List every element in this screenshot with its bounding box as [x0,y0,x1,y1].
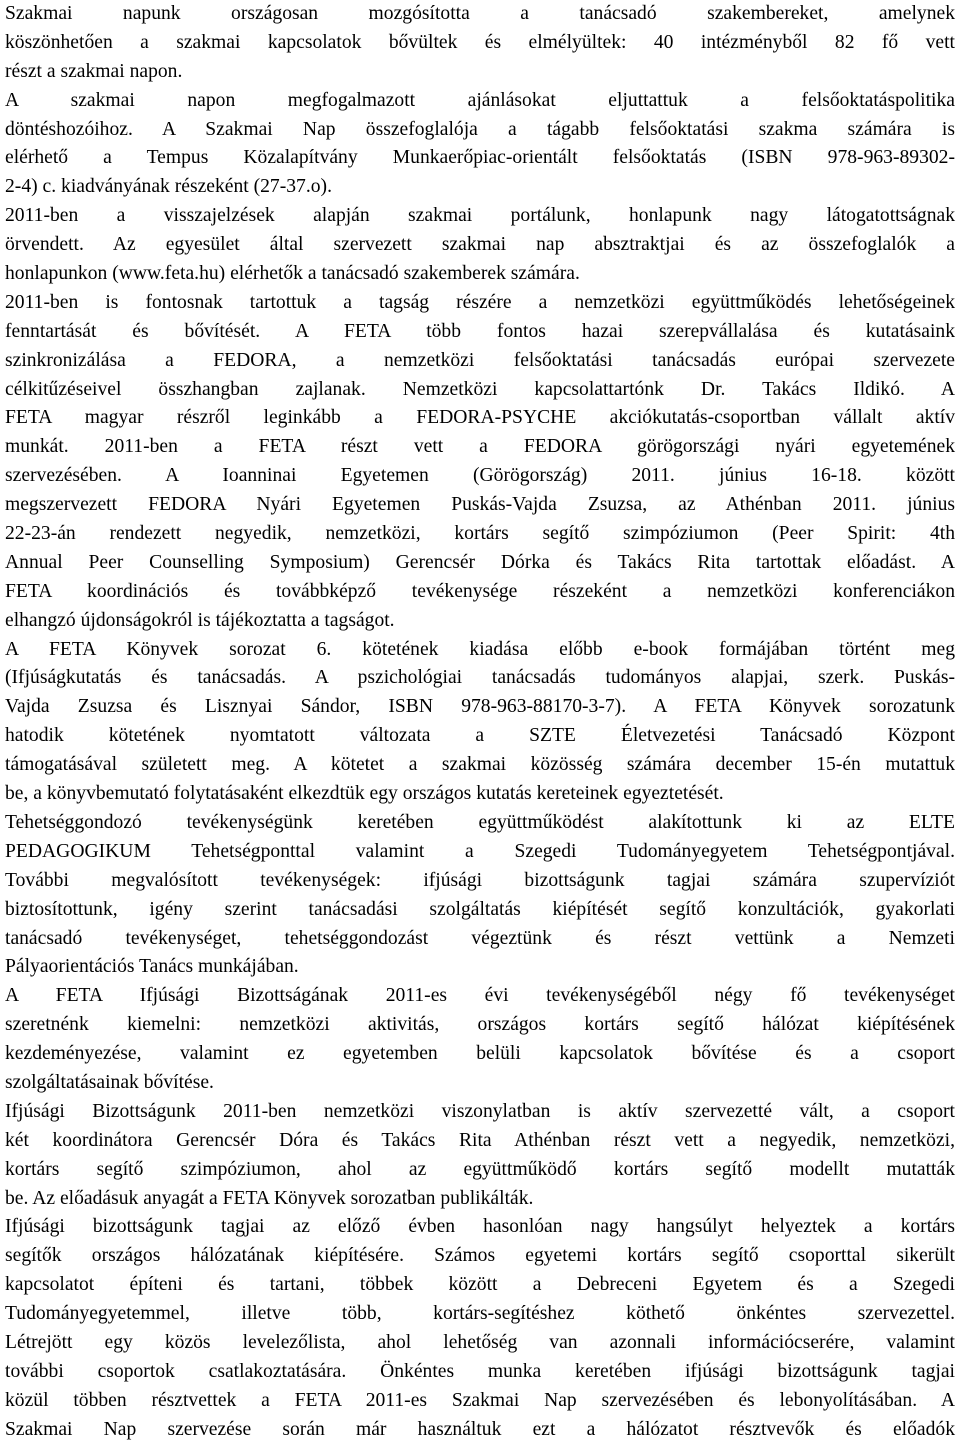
text-line: munkát. 2011-ben a FETA részt vett a FEDORA görögországi nyári egyetemének [5,436,955,458]
paragraph [5,809,955,982]
text-line: szinkronizálása a FEDORA, a nemzetközi felsőoktatási tanácsadás európai szervezete [5,349,955,371]
text-line: döntéshozóihoz. A Szakmai Nap összefoglalója a tágabb felsőoktatási szakma számára is [5,118,955,140]
text-line: két koordinátora Gerencsér Dóra és Takács Rita Athénban részt vett a negyedik, nemzetközi, [5,1129,955,1151]
text-line: támogatásával született meg. A kötetet a szakmai közösség számára december 15-én mutattuk [5,754,955,776]
text-line: 2-4) c. kiadványának részeként (27-37.o). [5,176,332,198]
text-line: további csoportok csatlakoztatására. Önkéntes munka keretében ifjúsági bizottságunk tagjai [5,1360,955,1382]
text-line: be, a könyvbemutató folytatásaként elkezdtük egy országos kutatás kereteinek egyeztetését. [5,783,724,805]
text-line: FETA koordinációs és továbbképző tevékenysége részeként a nemzetközi konferenciákon [5,580,955,602]
text-line: 2011-ben a visszajelzések alapján szakmai portálunk, honlapunk nagy látogatottságnak [5,205,955,227]
text-line: be. Az előadásuk anyagát a FETA Könyvek sorozatban publikálták. [5,1187,534,1209]
text-line: Ifjúsági Bizottságunk 2011-ben nemzetközi viszonylatban is aktív szervezetté vált, a csoport [5,1100,955,1122]
text-line: örvendett. Az egyesület által szervezett szakmai nap absztraktjai és az összefoglalók a [5,234,955,256]
text-line: Annual Peer Counselling Symposium) Gerencsér Dórka és Takács Rita tartottak előadást. A [5,551,955,573]
text-line: Szakmai napunk országosan mozgósította a tanácsadó szakembereket, amelynek [5,3,955,24]
text-line: További megvalósított tevékenységek: ifjúsági bizottságunk tagjai számára szupervíziót [5,869,955,891]
text-line: célkitűzéseivel összhangban zajlanak. Nemzetközi kapcsolattartónk Dr. Takács Ildikó. A [5,378,955,400]
text-line: kapcsolatot építeni és tartani, többek között a Debreceni Egyetem és a Szegedi [5,1274,955,1296]
text-line: köszönhetően a szakmai kapcsolatok bővültek és elmélyültek: 40 intézményből 82 fő vett [5,31,955,53]
paragraph [5,87,955,203]
text-line: 22-23-án rendezett negyedik, nemzetközi, kortárs segítő szimpóziumon (Peer Spirit: 4th [5,523,955,545]
text-line: Tudományegyetemmel, illetve több, kortárs-segítéshez köthető önkéntes szervezettel. [5,1303,955,1325]
document-page [5,0,955,1445]
text-line: hatodik kötetének nyomtatott változata a SZTE Életvezetési Tanácsadó Központ [5,725,955,747]
text-line: szervezésében. A Ioanninai Egyetemen (Görögország) 2011. június 16-18. között [5,465,955,487]
text-line: honlapunkon (www.feta.hu) elérhetők a tanácsadó szakemberek számára. [5,263,580,285]
text-line: kortárs segítő szimpóziumon, ahol az együttműködő kortárs segítő modellt mutatták [5,1158,955,1180]
text-line: elhangzó újdonságokról is tájékoztatta a tagságot. [5,609,395,631]
paragraph [5,202,955,289]
paragraph [5,1213,955,1444]
text-line: közül többen résztvettek a FETA 2011-es Szakmai Nap szervezésében és lebonyolításában. A [5,1389,955,1411]
text-line: Vajda Zsuzsa és Lisznyai Sándor, ISBN 978-963-88170-3-7). A FETA Könyvek sorozatunk [5,696,955,718]
text-line: részt a szakmai napon. [5,60,183,82]
text-line: szeretnénk kiemelni: nemzetközi aktivitás, országos kortárs segítő hálózat kiépítésének [5,1014,955,1036]
text-line: PEDAGOGIKUM Tehetségponttal valamint a Szegedi Tudományegyetem Tehetségpontjával. [5,840,955,862]
text-line: elérhető a Tempus Közalapítvány Munkaerőpiac-orientált felsőoktatás (ISBN 978-963-89302- [5,147,955,169]
text-line: A FETA Ifjúsági Bizottságának 2011-es évi tevékenységéből négy fő tevékenységet [5,985,955,1007]
text-line: kezdeményezése, valamint ez egyetemben belüli kapcsolatok bővítése és a csoport [5,1043,955,1065]
text-line: megszervezett FEDORA Nyári Egyetemen Puskás-Vajda Zsuzsa, az Athénban 2011. június [5,494,955,516]
paragraph [5,289,955,636]
text-line: Szakmai Nap szervezése során már használtuk ezt a hálózatot résztvevők és előadók [5,1418,955,1440]
paragraph [5,1098,955,1214]
text-line: Pályaorientációs Tanács munkájában. [5,956,299,978]
text-line: 2011-ben is fontosnak tartottuk a tagság részére a nemzetközi együttműködés lehetőségeinek [5,291,955,313]
text-line: A FETA Könyvek sorozat 6. kötetének kiadása előbb e-book formájában történt meg [5,638,955,660]
paragraph [5,0,955,87]
text-line: Létrejött egy közös levelezőlista, ahol lehetőség van azonnali információcserére, valamint [5,1331,955,1353]
text-line: (Ifjúságkutatás és tanácsadás. A pszichológiai tanácsadás tudományos alapjai, szerk. Puskás- [5,667,955,689]
text-line: tanácsadó tevékenységet, tehetséggondozást végeztünk és részt vettünk a Nemzeti [5,927,955,949]
text-line: fenntartását és bővítését. A FETA több fontos hazai szerepvállalása és kutatásaink [5,320,955,342]
text-line: Tehetséggondozó tevékenységünk keretében együttműködést alakítottunk ki az ELTE [5,811,955,833]
text-line: A szakmai napon megfogalmazott ajánlásokat eljuttattuk a felsőoktatáspolitika [5,89,955,111]
text-line: szolgáltatásainak bővítése. [5,1071,214,1093]
text-line: biztosítottunk, igény szerint tanácsadási szolgáltatás kiépítését segítő konzultációk, gyakorlati [5,898,955,920]
paragraph [5,982,955,1098]
paragraph [5,636,955,809]
document-body [5,0,955,1445]
text-line: Ifjúsági bizottságunk tagjai az előző évben hasonlóan nagy hangsúlyt helyeztek a kortárs [5,1216,955,1238]
text-line: segítők országos hálózatának kiépítésére. Számos egyetemi kortárs segítő csoporttal sikerült [5,1245,955,1267]
text-line: FETA magyar részről leginkább a FEDORA-PSYCHE akciókutatás-csoportban vállalt aktív [5,407,955,429]
